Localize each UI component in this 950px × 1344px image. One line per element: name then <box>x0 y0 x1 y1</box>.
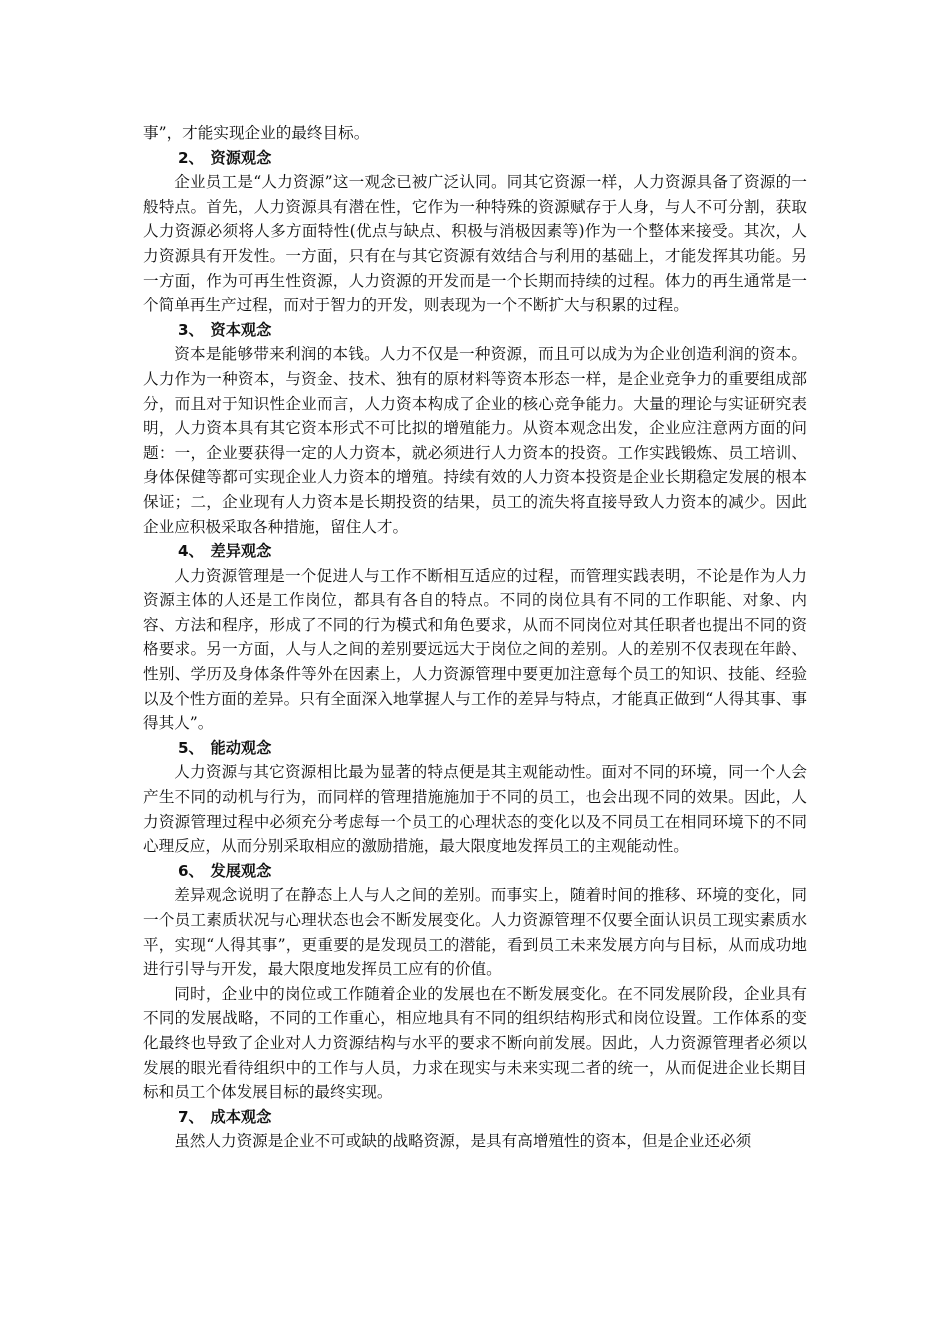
section-number: 2、 <box>177 148 204 167</box>
section-title: 能动观念 <box>210 738 272 757</box>
section-heading-initiative <box>143 736 807 761</box>
body-paragraph: 人力资源管理是一个促进人与工作不断相互适应的过程，而管理实践表明，不论是作为人力资源主体的人还是工作岗位，都具有各自的特点。不同的岗位具有不同的工作职能、对象、内容、方法和程序，形成了不同的行为模式和角色要求，从而不同岗位对其任职者也提出不同的资格要求。另一方面，人与人之间的差别要远远大于岗位之间的差别。人的差别不仅表现在年龄、性别、学历及身体条件等外在因素上，人力资源管理中要更加注意每个员工的知识、技能、经验以及个性方面的差异。只有全面深入地掌握人与工作的差异与特点，才能真正做到“人得其事、事得其人”。 <box>143 566 807 733</box>
section-title: 成本观念 <box>210 1107 272 1126</box>
section-number: 5、 <box>177 738 204 757</box>
section-number: 6、 <box>177 861 204 880</box>
section-number: 7、 <box>177 1107 204 1126</box>
section-heading-capital <box>143 318 807 343</box>
section-heading-cost <box>143 1105 807 1130</box>
body-paragraph: 差异观念说明了在静态上人与人之间的差别。而事实上，随着时间的推移、环境的变化，同一个员工素质状况与心理状态也会不断发展变化。人力资源管理不仅要全面认识员工现实素质水平，实现“人得其事”，更重要的是发现员工的潜能，看到员工未来发展方向与目标，从而成功地进行引导与开发，最大限度地发挥员工应有的价值。 <box>143 886 807 979</box>
body-paragraph: 虽然人力资源是企业不可或缺的战略资源，是具有高增殖性的资本，但是企业还必须 <box>174 1132 752 1151</box>
body-paragraph: 人力资源与其它资源相比最为显著的特点便是其主观能动性。面对不同的环境，同一个人会产生不同的动机与行为，而同样的管理措施施加于不同的员工，也会出现不同的效果。因此，人力资源管理过程中必须充分考虑每一个员工的心理状态的变化以及不同员工在相同环境下的不同心理反应，从而分别采取相应的激励措施，最大限度地发挥员工的主观能动性。 <box>143 763 807 856</box>
section-number: 3、 <box>177 320 204 339</box>
opening-paragraph: 事”，才能实现企业的最终目标。 <box>143 124 370 142</box>
section-heading-development <box>143 859 807 884</box>
body-paragraph: 资本是能够带来利润的本钱。人力不仅是一种资源，而且可以成为为企业创造利润的资本。人力作为一种资本，与资金、技术、独有的原材料等资本形态一样，是企业竞争力的重要组成部分，而且对于知识性企业而言，人力资本构成了企业的核心竞争能力。大量的理论与实证研究表明，人力资本具有其它资本形式不可比拟的增殖能力。从资本观念出发，企业应注意两方面的问题：一，企业要获得一定的人力资本，就必须进行人力资本的投资。工作实践锻炼、员工培训、身体保健等都可实现企业人力资本的增殖。持续有效的人力资本投资是企业长期稳定发展的根本保证；二，企业现有人力资本是长期投资的结果，员工的流失将直接导致人力资本的减少。因此企业应积极采取各种措施，留住人才。 <box>143 345 807 536</box>
body-paragraph: 企业员工是“人力资源”这一观念已被广泛认同。同其它资源一样，人力资源具备了资源的一般特点。首先，人力资源具有潜在性，它作为一种特殊的资源赋存于人身，与人不可分割，获取人力资源必须将人多方面特性(优点与缺点、积极与消极因素等)作为一个整体来接受。其次，人力资源具有开发性。一方面，只有在与其它资源有效结合与利用的基础上，才能发挥其功能。另一方面，作为可再生性资源，人力资源的开发而是一个长期而持续的过程。体力的再生通常是一个简单再生产过程，而对于智力的开发，则表现为一个不断扩大与积累的过程。 <box>143 173 807 315</box>
section-number: 4、 <box>177 542 204 561</box>
section-heading-resource <box>143 146 807 171</box>
section-title: 资本观念 <box>210 320 272 339</box>
section-title: 差异观念 <box>210 542 272 561</box>
document-page <box>143 121 807 1154</box>
body-paragraph: 同时，企业中的岗位或工作随着企业的发展也在不断发展变化。在不同发展阶段，企业具有不同的发展战略，不同的工作重心，相应地具有不同的组织结构形式和岗位设置。工作体系的变化最终也导致了企业对人力资源结构与水平的要求不断向前发展。因此，人力资源管理者必须以发展的眼光看待组织中的工作与人员，力求在现实与未来实现二者的统一，从而促进企业长期目标和员工个体发展目标的最终实现。 <box>143 984 807 1102</box>
section-heading-difference <box>143 539 807 564</box>
section-title: 发展观念 <box>210 861 272 880</box>
section-title: 资源观念 <box>210 148 272 167</box>
